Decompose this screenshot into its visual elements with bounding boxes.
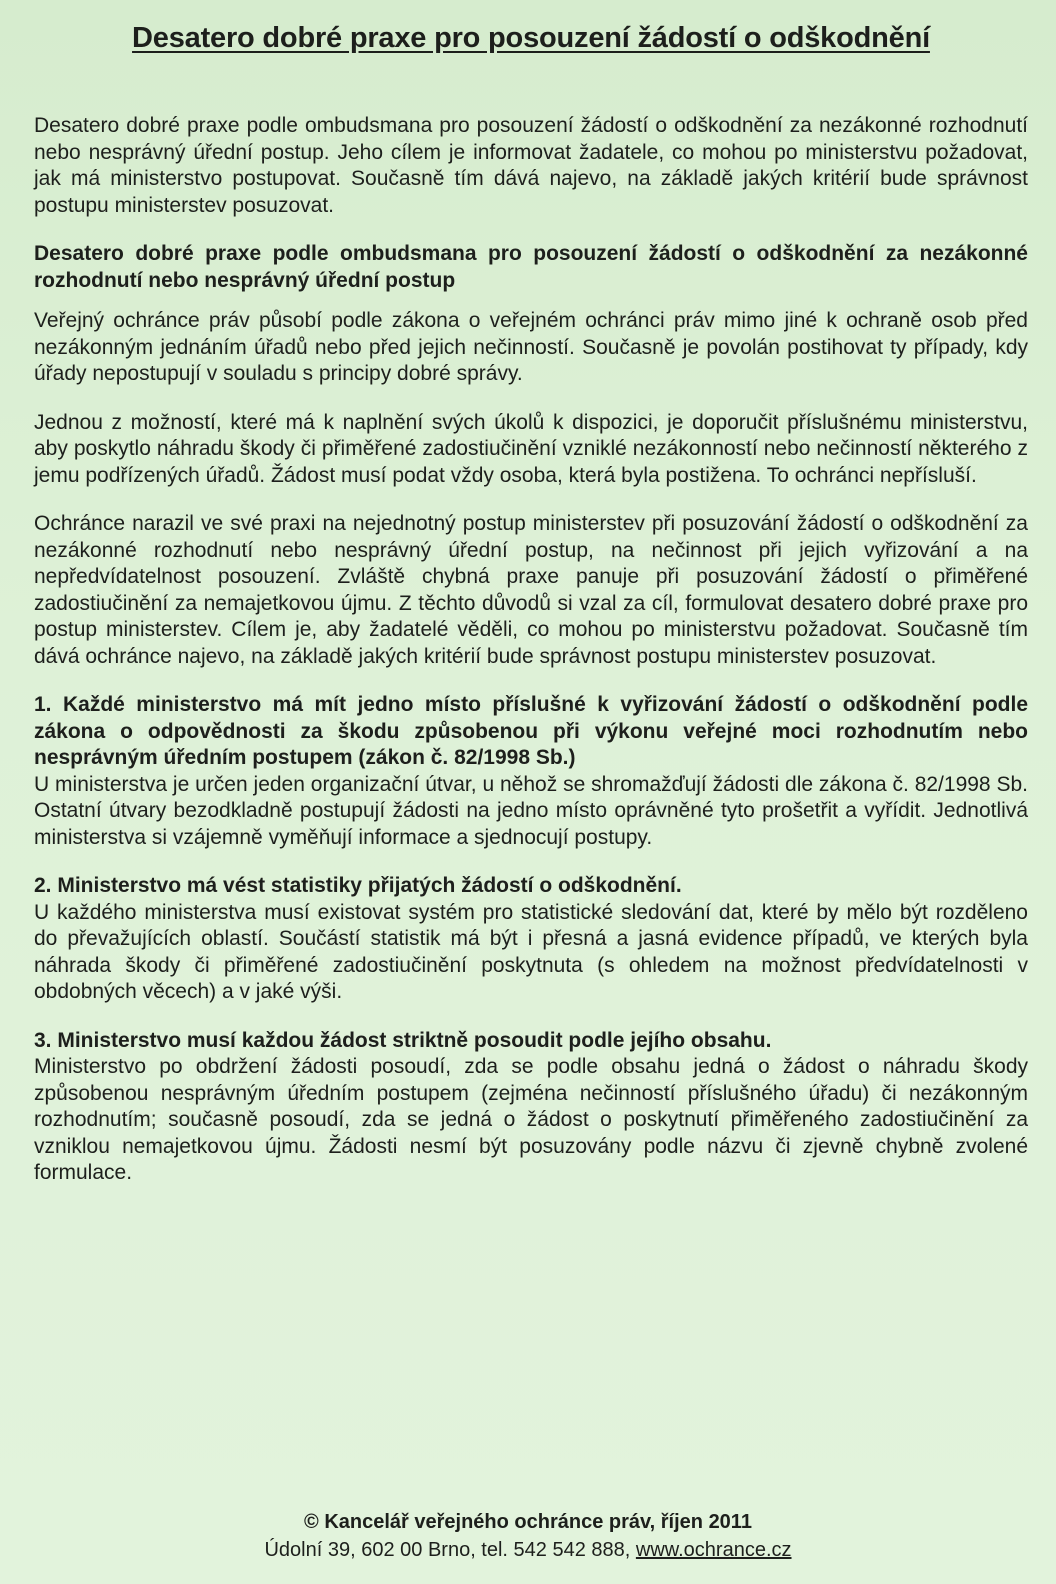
intro-paragraph: Desatero dobré praxe podle ombudsmana pro posouzení žádostí o odškodnění za nezákonné rozhodnutí nebo nesprávný úřední postup. Jeho cílem je informovat žadatele, co mohou po ministerstvu požadovat, jak má ministerstvo postupovat. Současně tím dává najevo, na základě jakých kritérií bude správnost postupu ministerstev posuzovat. [34,114,1028,217]
rule-item-title: 3. Ministerstvo musí každou žádost striktně posoudit podle jejího obsahu. [34,1028,772,1052]
document-title: Desatero dobré praxe pro posouzení žádostí o odškodnění [132,22,930,54]
rule-item-1 [34,692,1028,851]
body-paragraph-1: Veřejný ochránce práv působí podle zákona o veřejném ochránci práv mimo jiné k ochraně osob před nezákonným jednáním úřadů nebo před jejich nečinností. Současně je povolán postihovat ty případy, kdy úřady nepostupují v souladu s principy dobré správy. [34,309,1028,385]
footer [0,1508,1056,1564]
body-paragraph-3: Ochránce narazil ve své praxi na nejednotný postup ministerstev při posuzování žádostí o odškodnění za nezákonné rozhodnutí nebo nesprávný úřední postup, na nečinnost při jejich vyřizování a na nepředvídatelnost posouzení. Zvláště chybná praxe panuje při posuzování žádostí o přiměřené zadostiučinění za nemajetkovou újmu. Z těchto důvodů si vzal za cíl, formulovat desatero dobré praxe pro postup ministerstev. Cílem je, aby žadatelé věděli, co mohou po ministerstvu požadovat. Současně tím dává ochránce najevo, na základě jakých kritérií bude správnost postupu ministerstev posuzovat. [34,512,1028,668]
website-link[interactable]: www.ochrance.cz [635,1539,792,1561]
section-heading: Desatero dobré praxe podle ombudsmana pro posouzení žádostí o odškodnění za nezákonné rozhodnutí nebo nesprávný úřední postup [34,242,1028,292]
footer-copyright: © Kancelář veřejného ochránce práv, říjen 2011 [304,1511,752,1533]
rule-item-3 [34,1028,1028,1187]
footer-contact [0,1536,1056,1564]
body-paragraph-2: Jednou z možností, které má k naplnění svých úkolů k dispozici, je doporučit příslušnému ministerstvu, aby poskytlo náhradu škody či přiměřené zadostiučinění vzniklé nezákonností nebo nečinností některého z jemu podřízených úřadů. Žádost musí podat vždy osoba, která byla postižena. To ochránci nepřísluší. [34,410,1028,487]
rule-item-2 [34,873,1028,1006]
rule-item-body: U ministerstva je určen jeden organizační útvar, u něhož se shromažďují žádosti dle zákona č. 82/1998 Sb. Ostatní útvary bezodkladně postupují žádosti na jedno místo oprávněné tyto prošetřit a vyřídit. Jednotlivá ministerstva si vzájemně vyměňují informace a sjednocují postupy. [34,772,1028,849]
rule-item-title: 2. Ministerstvo má vést statistiky přijatých žádostí o odškodnění. [34,874,682,897]
rule-item-title: 1. Každé ministerstvo má mít jedno místo příslušné k vyřizování žádostí o odškodnění podle zákona o odpovědnosti za škodu způsobenou při výkonu veřejné moci rozhodnutím nebo nesprávným úředním postupem (zákon č. 82/1998 Sb.) [34,693,1028,769]
rule-item-body: U každého ministerstva musí existovat systém pro statistické sledování dat, které by mělo být rozděleno do převažujících oblastí. Součástí statistik má být i přesná a jasná evidence případů, ve kterých byla náhrada škody či přiměřené zadostiučinění poskytnuta (s ohledem na možnost předvídatelnosti v obdobných věcech) a v jaké výši. [34,900,1028,1003]
footer-address: Údolní 39, 602 00 Brno, tel. 542 542 888, [264,1539,631,1561]
rule-item-body: Ministerstvo po obdržení žádosti posoudí, zda se podle obsahu jedná o žádost o náhradu škody způsobenou nesprávným úředním postupem (zejména nečinností příslušného úřadu) či nezákonným rozhodnutím; současně posoudí, zda se jedná o žádost o poskytnutí přiměřeného zadostiučinění za vzniklou nemajetkovou újmu. Žádosti nesmí být posuzovány podle názvu či zjevně chybně zvolené formulace. [34,1055,1028,1184]
